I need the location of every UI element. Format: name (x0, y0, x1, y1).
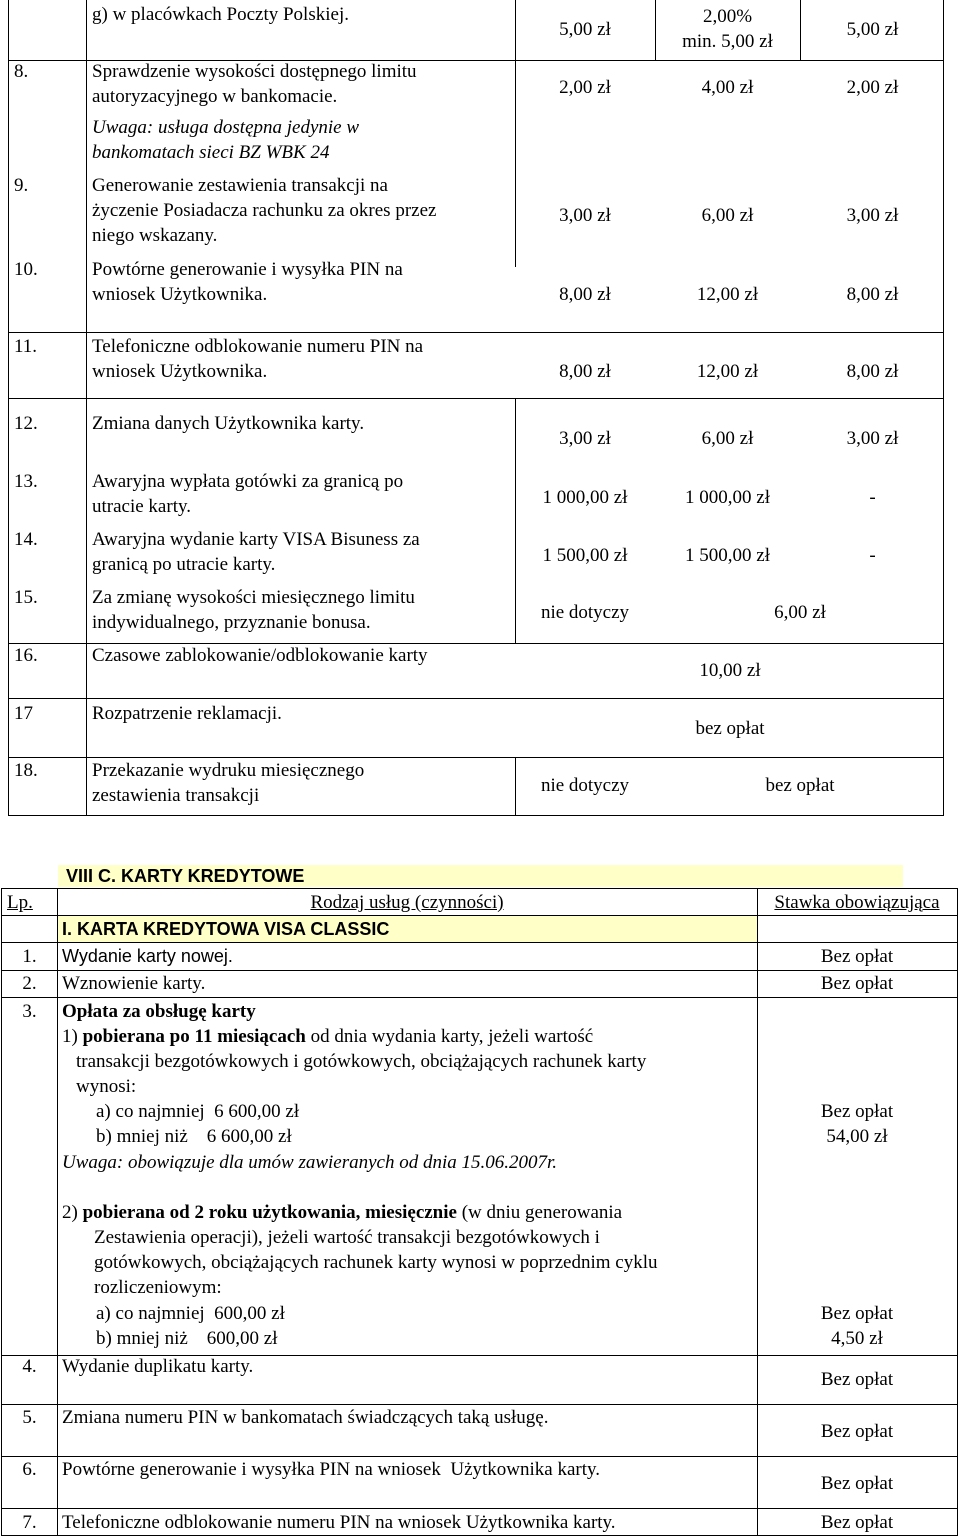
row-g-v2b: min. 5,00 zł (682, 31, 773, 52)
row-17-desc1: Rozpatrzenie reklamacji. (92, 703, 282, 724)
row-11-v2: 12,00 zł (696, 361, 759, 382)
row-8-v1: 2,00 zł (559, 77, 611, 98)
header-rate: Stawka obowiązująca (774, 892, 940, 913)
row-9-v2: 6,00 zł (701, 205, 754, 226)
header-service: Rodzaj usług (czynności) (310, 892, 504, 913)
credit-row-3-p2-rate-a: Bez opłat (820, 1303, 894, 1324)
row-8-desc2: autoryzacyjnego w bankomacie. (92, 86, 338, 107)
credit-row-3-p1-l1: 1) pobierana po 11 miesiącach od dnia wydania karty, jeżeli wartość (62, 1026, 594, 1047)
row-11-v3: 8,00 zł (846, 361, 899, 382)
header-lp: Lp. (7, 892, 33, 913)
row-g-v2a: 2,00% (702, 6, 753, 27)
credit-row-6-rate: Bez opłat (820, 1473, 894, 1494)
row-15-v1: nie dotyczy (540, 602, 630, 623)
row-9-desc2: życzenie Posiadacza rachunku za okres przez (92, 200, 437, 221)
row-15-v2: 6,00 zł (774, 602, 826, 623)
row-13-v2: 1 000,00 zł (685, 487, 770, 508)
row-10-desc1: Powtórne generowanie i wysyłka PIN na (92, 259, 403, 280)
row-14-desc2: granicą po utracie karty. (92, 554, 276, 575)
credit-row-3-p1-rate-a: Bez opłat (820, 1101, 894, 1122)
credit-row-4-desc: Wydanie duplikatu karty. (62, 1356, 254, 1377)
credit-row-3-p1-rate-b: 54,00 zł (826, 1126, 888, 1147)
credit-row-3-p2-l1: 2) pobierana od 2 roku użytkowania, miesięcznie (w dniu generowania (62, 1202, 623, 1223)
row-14-v3: - (869, 545, 876, 566)
row-16-desc1: Czasowe zablokowanie/odblokowanie karty (92, 645, 428, 666)
row-18-desc2: zestawienia transakcji (92, 785, 260, 806)
credit-row-3-no: 3. (22, 1001, 37, 1022)
row-14-v1: 1 500,00 zł (542, 545, 628, 566)
row-9-no: 9. (14, 175, 29, 196)
row-9-v3: 3,00 zł (846, 205, 899, 226)
row-9-desc1: Generowanie zestawienia transakcji na (92, 175, 388, 196)
credit-row-3-p2-l2: Zestawienia operacji), jeżeli wartość transakcji bezgotówkowych i (94, 1227, 600, 1248)
row-8-no: 8. (14, 61, 29, 82)
row-10-v1: 8,00 zł (559, 284, 611, 305)
credit-row-3-note: Uwaga: obowiązuje dla umów zawieranych od dnia 15.06.2007r. (62, 1152, 558, 1173)
row-12-desc1: Zmiana danych Użytkownika karty. (92, 413, 365, 434)
row-g-v1: 5,00 zł (559, 19, 611, 40)
credit-row-7-rate: Bez opłat (820, 1512, 894, 1533)
row-14-v2: 1 500,00 zł (685, 545, 770, 566)
credit-row-5-no: 5. (22, 1407, 37, 1428)
subsection-title: I. KARTA KREDYTOWA VISA CLASSIC (62, 919, 390, 939)
row-14-desc1: Awaryjna wydanie karty VISA Bisuness za (92, 529, 420, 550)
row-18-desc1: Przekazanie wydruku miesięcznego (92, 760, 365, 781)
credit-row-1-rate: Bez opłat (820, 946, 894, 967)
credit-row-5-rate: Bez opłat (820, 1421, 894, 1442)
row-17-no: 17 (14, 703, 33, 724)
row-10-v3: 8,00 zł (846, 284, 899, 305)
row-8-note2: bankomatach sieci BZ WBK 24 (92, 142, 330, 163)
row-18-no: 18. (14, 760, 38, 781)
credit-row-3-p2-rate-b: 4,50 zł (831, 1328, 883, 1349)
credit-row-6-no: 6. (22, 1459, 37, 1480)
row-10-v2: 12,00 zł (696, 284, 759, 305)
credit-row-3-p1-b: b) mniej niż 6 600,00 zł (96, 1126, 292, 1147)
row-10-no: 10. (14, 259, 38, 280)
row-18-v1: nie dotyczy (540, 775, 630, 796)
credit-row-3-p1-l3: wynosi: (76, 1076, 137, 1097)
row-13-desc2: utracie karty. (92, 496, 191, 517)
credit-row-3-p2-l3: gotówkowych, obciążających rachunek karty wynosi w poprzednim cyklu (94, 1252, 658, 1273)
row-16-no: 16. (14, 645, 38, 666)
row-g-v3: 5,00 zł (846, 19, 899, 40)
row-8-desc1: Sprawdzenie wysokości dostępnego limitu (92, 61, 417, 82)
row-10-desc2: wniosek Użytkownika. (92, 284, 268, 305)
row-8-v2: 4,00 zł (701, 77, 754, 98)
credit-row-3-p2-a: a) co najmniej 600,00 zł (96, 1303, 285, 1324)
row-11-v1: 8,00 zł (559, 361, 611, 382)
row-11-desc2: wniosek Użytkownika. (92, 361, 268, 382)
row-8-v3: 2,00 zł (846, 77, 899, 98)
credit-row-3-p2-b: b) mniej niż 600,00 zł (96, 1328, 278, 1349)
row-8-note1: Uwaga: usługa dostępna jedynie w (92, 117, 360, 138)
row-17-v1: bez opłat (695, 718, 765, 739)
row-18-v2: bez opłat (765, 775, 835, 796)
row-13-v1: 1 000,00 zł (542, 487, 628, 508)
row-12-v1: 3,00 zł (559, 428, 611, 449)
row-g-desc: g) w placówkach Poczty Polskiej. (92, 4, 349, 25)
credit-row-1-no: 1. (22, 946, 37, 967)
section-title: VIII C. KARTY KREDYTOWE (66, 866, 305, 886)
credit-row-2-rate: Bez opłat (820, 973, 894, 994)
credit-row-2-no: 2. (22, 973, 37, 994)
row-14-no: 14. (14, 529, 38, 550)
credit-row-1-desc: Wydanie karty nowej. (62, 946, 233, 966)
row-11-desc1: Telefoniczne odblokowanie numeru PIN na (92, 336, 424, 357)
credit-row-3-p1-a: a) co najmniej 6 600,00 zł (96, 1101, 300, 1122)
row-13-no: 13. (14, 471, 38, 492)
row-12-no: 12. (14, 413, 38, 434)
credit-row-6-desc: Powtórne generowanie i wysyłka PIN na wniosek Użytkownika karty. (62, 1459, 601, 1480)
row-16-v1: 10,00 zł (699, 660, 761, 681)
row-12-v2: 6,00 zł (701, 428, 754, 449)
credit-row-3-p1-l2: transakcji bezgotówkowych i gotówkowych, obciążających rachunek karty (76, 1051, 647, 1072)
row-15-desc2: indywidualnego, przyznanie bonusa. (92, 612, 371, 633)
row-11-no: 11. (14, 336, 38, 357)
row-9-v1: 3,00 zł (559, 205, 611, 226)
row-15-no: 15. (14, 587, 38, 608)
credit-row-4-rate: Bez opłat (820, 1369, 894, 1390)
credit-row-7-no: 7. (22, 1512, 37, 1533)
credit-row-4-no: 4. (22, 1356, 37, 1377)
row-15-desc1: Za zmianę wysokości miesięcznego limitu (92, 587, 415, 608)
credit-row-2-desc: Wznowienie karty. (62, 973, 206, 994)
credit-row-3-title: Opłata za obsługę karty (62, 1001, 256, 1022)
row-13-desc1: Awaryjna wypłata gotówki za granicą po (92, 471, 404, 492)
row-13-v3: - (869, 487, 876, 508)
row-12-v3: 3,00 zł (846, 428, 899, 449)
row-9-desc3: niego wskazany. (92, 225, 218, 246)
credit-row-3-p2-l4: rozliczeniowym: (94, 1277, 222, 1298)
credit-row-7-desc: Telefoniczne odblokowanie numeru PIN na wniosek Użytkownika karty. (62, 1512, 616, 1533)
credit-row-5-desc: Zmiana numeru PIN w bankomatach świadczących taką usługę. (62, 1407, 549, 1428)
